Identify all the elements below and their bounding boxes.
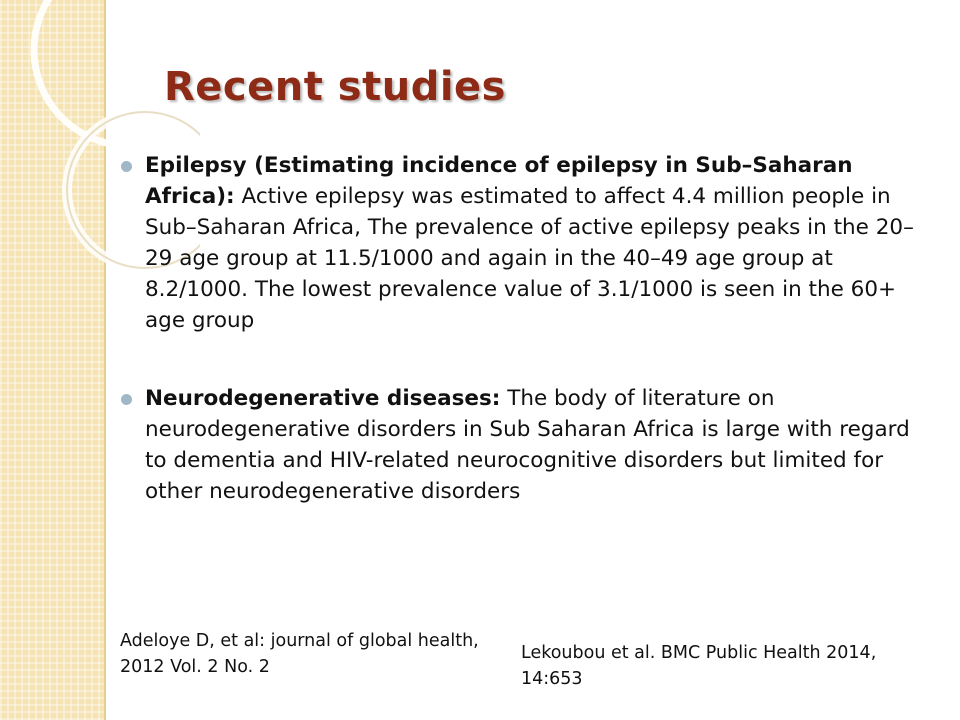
bullet-term: Epilepsy (Estimating incidence of epilepsy in Sub–Saharan Africa): <box>145 153 853 209</box>
bullet-dot <box>121 394 132 405</box>
citation-lekoubou: Lekoubou et al. BMC Public Health 2014, 14:653 <box>521 643 877 689</box>
bullet-list <box>121 150 921 507</box>
bullet-text: Active epilepsy was estimated to affect 4.4 million people in Sub–Saharan Africa, The prevalence of active epilepsy peaks in the 20–29 age group at 11.5/1000 and again in the 40–49 age group at 8.2/1000. The lowest prevalence value of 3.1/1000 is seen in the 60+ age group <box>145 184 914 333</box>
bullet-text: The body of literature on neurodegenerative disorders in Sub Saharan Africa is large with regard to dementia and HIV-related neurocognitive disorders but limited for other neurodegenerative disorders <box>145 386 910 504</box>
citation-adeloye: Adeloye D, et al: journal of global health, 2012 Vol. 2 No. 2 <box>120 631 479 677</box>
slide-title: Recent studies <box>164 64 506 110</box>
bullet-item-neurodegenerative <box>121 383 921 507</box>
bullet-dot <box>121 161 132 172</box>
bullet-item-epilepsy <box>121 150 921 336</box>
bullet-term: Neurodegenerative diseases: <box>145 386 501 411</box>
